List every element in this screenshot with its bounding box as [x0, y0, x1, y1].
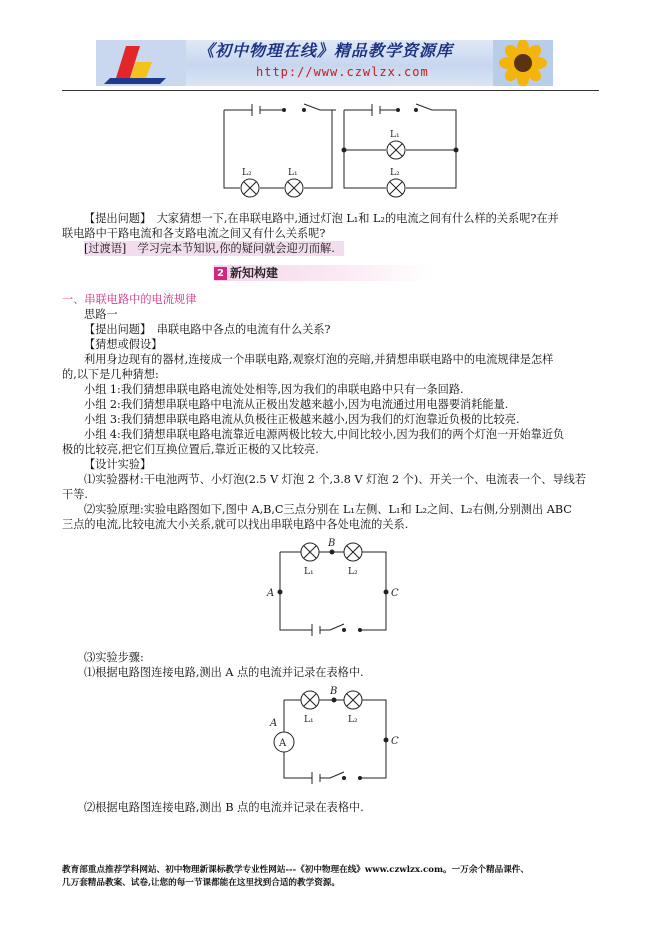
footer-line2: 几万套精品教案、试卷,让您的每一节课都能在这里找到合适的教学资源。: [62, 878, 340, 888]
section-number-badge: 2: [214, 267, 227, 280]
guess-group1: 小组 1:我们猜想串联电路电流处处相等,因为我们的串联电路中只有一条回路.: [84, 383, 464, 396]
design-equipment-line2: 干等.: [62, 488, 88, 501]
ammeter-circuit-diagram: [264, 686, 404, 790]
circuit-diagrams-top: [220, 96, 464, 200]
lamp-label-l1-mid: L₁: [304, 567, 314, 577]
section-title-text: 新知构建: [230, 266, 279, 280]
point-a-label-bottom: A: [270, 718, 278, 729]
guess-group3: 小组 3:我们猜想串联电路电流从负极往正极越来越小,因为我们的灯泡靠近负极的比较亮.: [84, 413, 520, 426]
step2-text: ⑵根据电路图连接电路,测出 B 点的电流并记录在表格中.: [84, 801, 364, 814]
lamp-label-l1-bottom: L₁: [304, 715, 314, 725]
lamp-label-l2-bottom: L₂: [348, 715, 358, 725]
point-b-label-bottom: B: [330, 686, 338, 697]
intro-question-line1: 【提出问题】 大家猜想一下,在串联电路中,通过灯泡 L₁和 L₂的电流之间有什么样的关系呢?在并: [84, 212, 559, 225]
part1-heading: 一、串联电路中的电流规律: [62, 293, 197, 306]
guess-intro-line2: 的,以下是几种猜想:: [62, 368, 159, 381]
guess-heading: 【猜想或假设】: [84, 338, 163, 351]
lamp-label-l2-parallel: L₂: [390, 168, 400, 178]
guess-group4-line1: 小组 4:我们猜想串联电路电流靠近电源两极比较大,中间比较小,因为我们的两个灯泡一开始靠近负: [84, 428, 565, 441]
lamp-label-l2: L₂: [242, 168, 252, 178]
guess-group4-line2: 极的比较亮,把它们互换位置后,靠近正极的又比较亮.: [62, 443, 319, 456]
design-principle-line2: 三点的电流,比较电流大小关系,就可以找出串联电路中各处电流的关系.: [62, 518, 409, 531]
sunflower-icon: [493, 40, 553, 86]
guess-intro-line1: 利用身边现有的器材,连接成一个串联电路,观察灯泡的亮暗,并猜想串联电路中的电流规律是怎样: [84, 353, 554, 366]
intro-question-line2: 联电路中干路电流和各支路电流之间又有什么关系呢?: [62, 227, 326, 240]
header-banner: [96, 40, 553, 86]
section-title: [214, 265, 432, 281]
point-b-label: B: [328, 538, 336, 549]
site-url[interactable]: http://www.czwlzx.com: [256, 65, 429, 79]
lamp-label-l1: L₁: [288, 168, 298, 178]
lamp-label-l2-mid: L₂: [348, 567, 358, 577]
transition-text: [过渡语] 学习完本节知识,你的疑问就会迎刃而解.: [84, 241, 344, 256]
design-heading: 【设计实验】: [84, 458, 152, 471]
guess-group2: 小组 2:我们猜想串联电路中电流从正极出发越来越小,因为电流通过用电器要消耗能量.: [84, 398, 509, 411]
footer-line1: 教育部重点推荐学科网站、初中物理新课标教学专业性网站---《初中物理在线》www.czwlzx.com。一万余个精品课件、: [62, 865, 529, 875]
point-c-label: C: [391, 588, 399, 599]
point-c-label-bottom: C: [391, 736, 399, 747]
step1-text: ⑴根据电路图连接电路,测出 A 点的电流并记录在表格中.: [84, 666, 364, 679]
series-circuit-diagram: [264, 538, 404, 642]
part1-route: 思路一: [84, 308, 118, 321]
design-principle-line1: ⑵实验原理:实验电路图如下,图中 A,B,C三点分别在 L₁左侧、L₁和 L₂之间、L₂右侧,分别测出 ABC: [84, 503, 572, 516]
logo-icon: [96, 40, 186, 86]
ammeter-icon: A: [279, 738, 287, 749]
site-title: 《初中物理在线》精品教学资源库: [198, 41, 454, 60]
lamp-label-l1-parallel: L₁: [390, 130, 400, 140]
point-a-label: A: [267, 588, 275, 599]
header-rule: [62, 90, 599, 91]
steps-heading: ⑶实验步骤:: [84, 651, 144, 664]
design-equipment-line1: ⑴实验器材:干电池两节、小灯泡(2.5 V 灯泡 2 个,3.8 V 灯泡 2 个)、开关一个、电流表一个、导线若: [84, 473, 587, 486]
part1-question: 【提出问题】 串联电路中各点的电流有什么关系?: [84, 323, 331, 336]
